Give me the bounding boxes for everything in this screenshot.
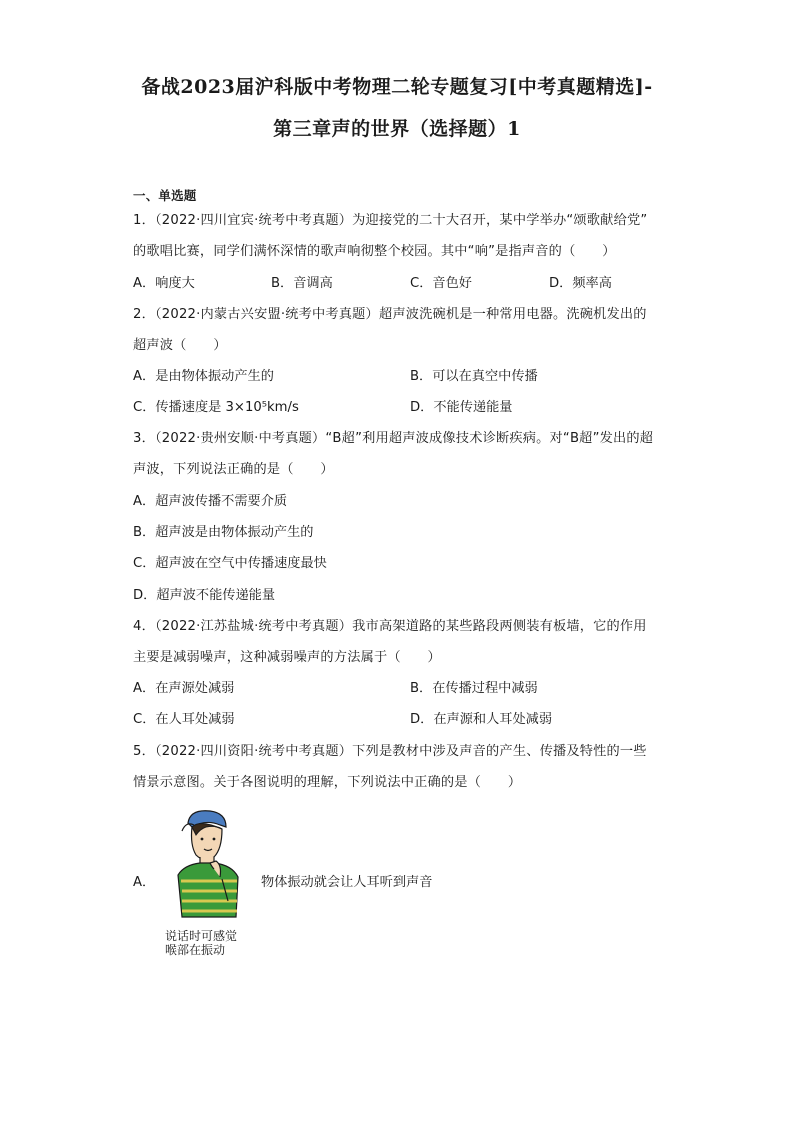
q3-option-a: A．超声波传播不需要介质 (133, 494, 288, 509)
document-title-line-1: 备战2023届沪科版中考物理二轮专题复习[中考真题精选]- (141, 76, 653, 98)
q2-option-a: A．是由物体振动产生的 (133, 369, 274, 384)
q1-option-d: D．频率高 (549, 276, 612, 291)
boy-illustration-svg (160, 805, 256, 920)
q4-stem-line-2: 主要是减弱噪声，这种减弱噪声的方法属于（ ） (133, 650, 441, 665)
q1-option-c: C．音色好 (410, 276, 472, 291)
q1-option-b: B．音调高 (271, 276, 333, 291)
q1-option-a: A．响度大 (133, 276, 195, 291)
q4-stem-line-1: 4．（2022·江苏盐城·统考中考真题）我市高架道路的某些路段两侧装有板墙，它的作用 (133, 619, 647, 634)
q3-option-c: C．超声波在空气中传播速度最快 (133, 556, 327, 571)
q5-stem-line-2: 情景示意图。关于各图说明的理解，下列说法中正确的是（ ） (133, 775, 522, 790)
boy-speaking-illustration (160, 805, 256, 920)
q4-option-a: A．在声源处减弱 (133, 681, 235, 696)
section-heading: 一、单选题 (133, 188, 197, 203)
document-title-line-2: 第三章声的世界（选择题）1 (273, 118, 521, 140)
q3-option-d: D．超声波不能传递能量 (133, 588, 276, 603)
figure-caption-line-1: 说话时可感觉 (165, 929, 238, 943)
q1-stem-line-1: 1．（2022·四川宜宾·统考中考真题）为迎接党的二十大召开，某中学举办“颂歌献给党” (133, 213, 648, 228)
q4-option-d: D．在声源和人耳处减弱 (410, 712, 553, 727)
q5-option-a-text: 物体振动就会让人耳听到声音 (261, 875, 433, 890)
q3-stem-line-1: 3．（2022·贵州安顺·中考真题）“B超”利用超声波成像技术诊断疾病。对“B超”发出的超 (133, 431, 654, 446)
q5-stem-line-1: 5．（2022·四川资阳·统考中考真题）下列是教材中涉及声音的产生、传播及特性的一些 (133, 744, 647, 759)
q2-option-d: D．不能传递能量 (410, 400, 513, 415)
q4-option-b: B．在传播过程中减弱 (410, 681, 538, 696)
q2-stem-line-2: 超声波（ ） (133, 338, 227, 353)
q2-option-c: C．传播速度是 3×10⁵km/s (133, 400, 299, 415)
q5-option-a-label: A． (133, 875, 156, 890)
q3-stem-line-2: 声波，下列说法正确的是（ ） (133, 462, 334, 477)
q4-option-c: C．在人耳处减弱 (133, 712, 235, 727)
q2-option-b: B．可以在真空中传播 (410, 369, 538, 384)
q1-stem-line-2: 的歌唱比赛，同学们满怀深情的歌声响彻整个校园。其中“响”是指声音的（ ） (133, 244, 616, 259)
q2-stem-line-1: 2．（2022·内蒙古兴安盟·统考中考真题）超声波洗碗机是一种常用电器。洗碗机发出的 (133, 307, 647, 322)
q3-option-b: B．超声波是由物体振动产生的 (133, 525, 314, 540)
figure-caption-line-2: 喉部在振动 (165, 943, 226, 957)
